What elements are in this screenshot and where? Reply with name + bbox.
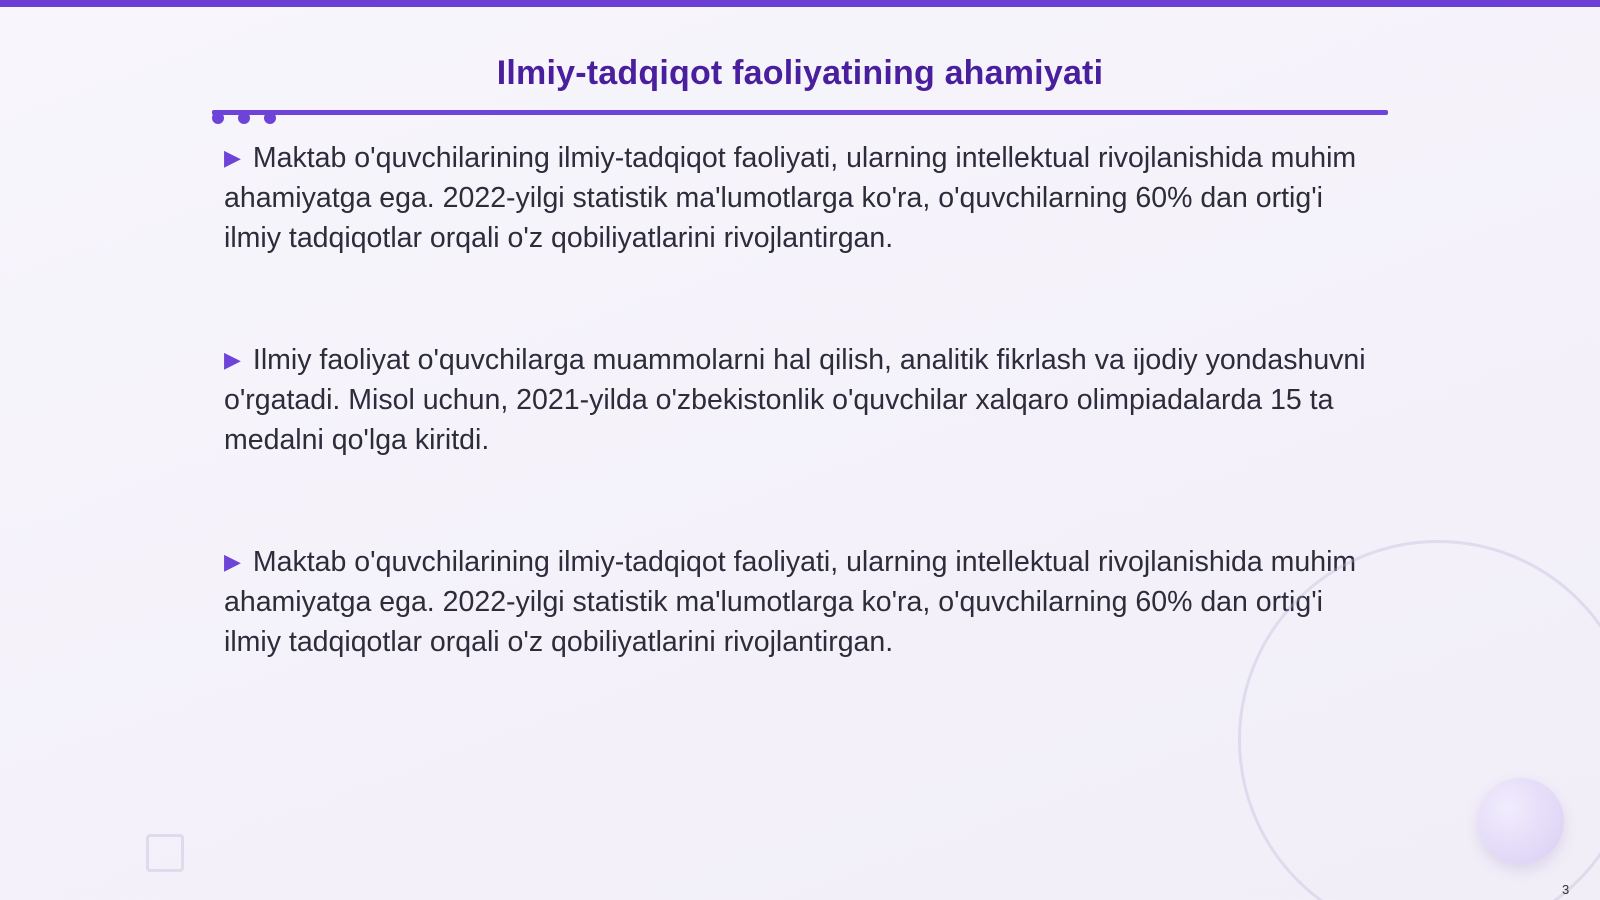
bullet-paragraph <box>224 138 1384 258</box>
top-accent-bar <box>0 0 1600 7</box>
bullet-text: Maktab o'quvchilarining ilmiy-tadqiqot faoliyati, ularning intellektual rivojlanishida muhim ahamiyatga ega. 2022-yilgi statistik ma'lumotlarga ko'ra, o'quvchilarning 60% dan ortig'i ilmiy tadqiqotlar orqali o'z qobiliyatlarini rivojlantirgan. <box>224 546 1357 658</box>
decor-dot <box>238 112 250 124</box>
slide-content <box>224 138 1384 662</box>
bullet-paragraph <box>224 542 1384 662</box>
bullet-paragraph <box>224 340 1384 460</box>
decor-dot <box>264 112 276 124</box>
page-number: 3 <box>1562 882 1570 897</box>
triangle-right-icon: ▶ <box>224 145 241 170</box>
triangle-right-icon: ▶ <box>224 549 241 574</box>
slide-title: Ilmiy-tadqiqot faoliyatining ahamiyati <box>496 54 1104 92</box>
decor-circle-blob <box>1478 778 1564 864</box>
decor-square <box>146 834 184 872</box>
decor-dot <box>212 112 224 124</box>
triangle-right-icon: ▶ <box>224 347 241 372</box>
bullet-text: Maktab o'quvchilarining ilmiy-tadqiqot faoliyati, ularning intellektual rivojlanishida muhim ahamiyatga ega. 2022-yilgi statistik ma'lumotlarga ko'ra, o'quvchilarning 60% dan ortig'i ilmiy tadqiqotlar orqali o'z qobiliyatlarini rivojlantirgan. <box>224 142 1357 254</box>
title-underline <box>212 110 1388 115</box>
bullet-text: Ilmiy faoliyat o'quvchilarga muammolarni hal qilish, analitik fikrlash va ijodiy yondashuvni o'rgatadi. Misol uchun, 2021-yilda o'zbekistonlik o'quvchilar xalqaro olimpiadalarda 15 ta medalni qo'lga kiritdi. <box>224 344 1366 456</box>
